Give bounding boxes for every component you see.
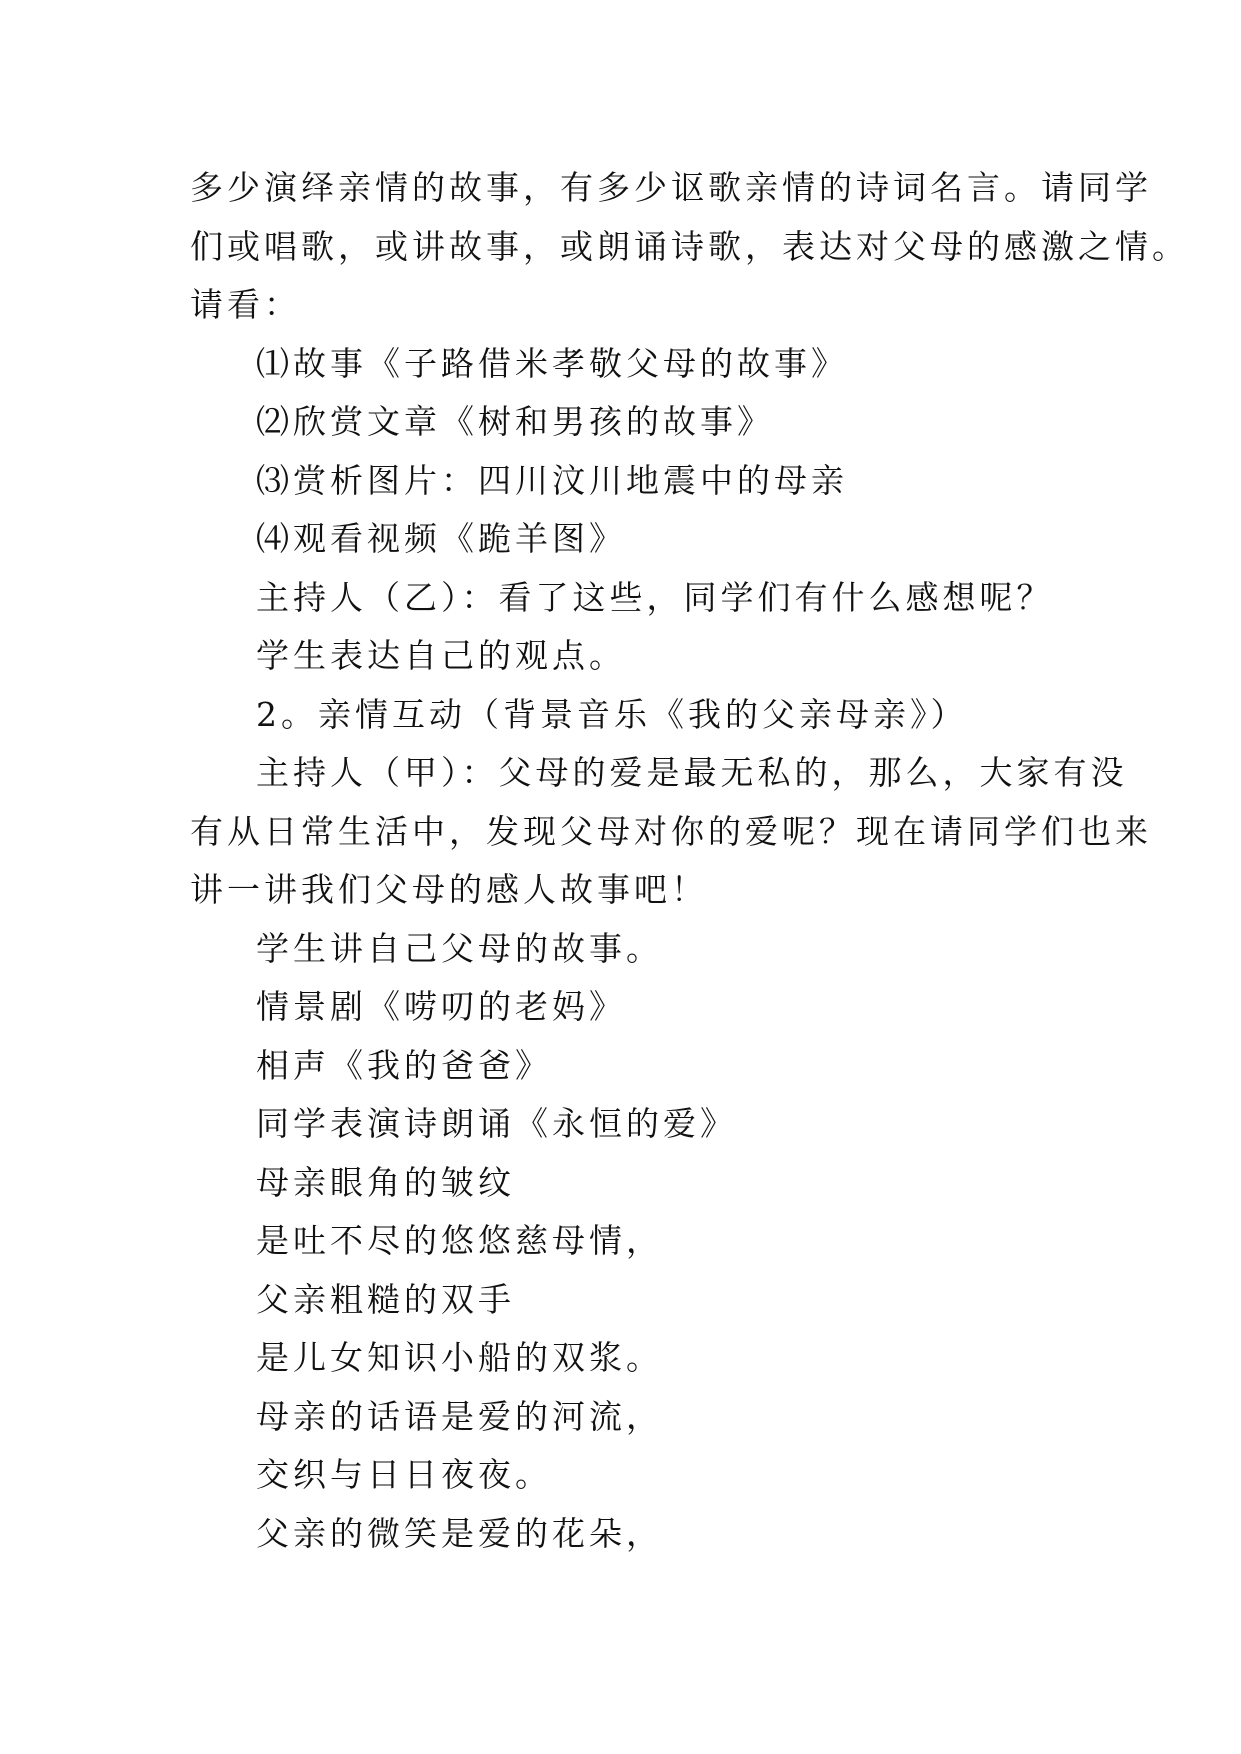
- text-line: 们或唱歌，或讲故事，或朗诵诗歌，表达对父母的感激之情。: [190, 226, 1189, 266]
- program-item: 相声《我的爸爸》: [256, 1045, 552, 1085]
- list-item: ⑶赏析图片：四川汶川地震中的母亲: [256, 460, 848, 500]
- text-line: 学生表达自己的观点。: [256, 636, 626, 675]
- poem-line: 交织与日日夜夜。: [256, 1455, 552, 1494]
- poem-line: 是吐不尽的悠悠慈母情，: [256, 1221, 663, 1260]
- list-item: ⑴故事《子路借米孝敬父母的故事》: [256, 343, 848, 383]
- poem-line: 母亲眼角的皱纹: [256, 1162, 515, 1202]
- poem-line: 母亲的话语是爱的河流，: [256, 1396, 663, 1436]
- poem-line: 父亲粗糙的双手: [256, 1279, 515, 1319]
- text-line: 讲一讲我们父母的感人故事吧！: [190, 870, 708, 909]
- program-item: 情景剧《唠叨的老妈》: [256, 987, 626, 1026]
- text-line: 多少演绎亲情的故事，有多少讴歌亲情的诗词名言。请同学: [190, 168, 1152, 207]
- host-dialogue: 主持人（乙）：看了这些，同学们有什么感想呢？: [256, 577, 1054, 617]
- text-line: 请看：: [190, 285, 301, 324]
- document-body: [190, 159, 1189, 1563]
- poem-line: 是儿女知识小船的双浆。: [256, 1338, 663, 1377]
- text-line: 有从日常生活中，发现父母对你的爱呢？现在请同学们也来: [190, 811, 1152, 851]
- section-heading: 2。亲情互动（背景音乐《我的父亲母亲》）: [256, 694, 968, 734]
- list-item: ⑵欣赏文章《树和男孩的故事》: [256, 402, 774, 441]
- poem-line: 父亲的微笑是爱的花朵，: [256, 1513, 663, 1553]
- text-line: 学生讲自己父母的故事。: [256, 928, 663, 968]
- host-dialogue: 主持人（甲）：父母的爱是最无私的，那么，大家有没: [256, 753, 1128, 792]
- list-item: ⑷观看视频《跪羊图》: [256, 519, 626, 558]
- program-item: 同学表演诗朗诵《永恒的爱》: [256, 1104, 737, 1143]
